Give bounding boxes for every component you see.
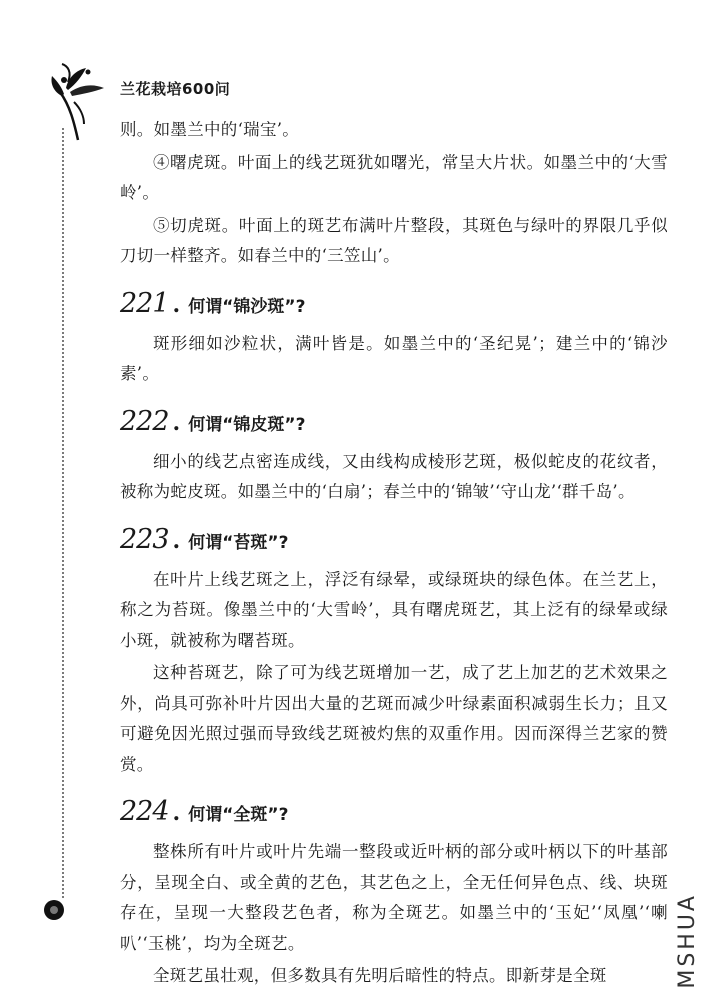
question-title: 何谓“苔斑”? — [188, 532, 289, 553]
question-number-dot: . — [172, 527, 181, 554]
header-title: 兰花栽培600问 — [120, 80, 231, 98]
question-number: 223 — [120, 523, 169, 555]
question-number-dot: . — [172, 291, 181, 318]
question-heading — [120, 796, 668, 827]
main-text — [120, 115, 668, 994]
answer-paragraph: 这种苔斑艺，除了可为线艺斑增加一艺，成了艺上加艺的艺术效果之外，尚具可弥补叶片因出大量的艺斑而减少叶绿素面积减弱生长力；且又可避免因光照过强而导致线艺斑被灼焦的双重作用。因而深得兰艺家的赞赏。 — [120, 663, 668, 774]
orchid-icon — [48, 62, 110, 142]
margin-dotted-rule — [62, 128, 64, 898]
question-heading — [120, 288, 668, 319]
running-header — [48, 62, 308, 122]
answer-paragraph: 斑形细如沙粒状，满叶皆是。如墨兰中的‘圣纪晃’；建兰中的‘锦沙素’。 — [120, 333, 668, 383]
answer-paragraph: 在叶片上线艺斑之上，浮泛有绿晕，或绿斑块的绿色体。在兰艺上，称之为苔斑。像墨兰中的‘大雪岭’，具有曙虎斑艺，其上泛有的绿晕或绿小斑，就被称为曙苔斑。 — [120, 569, 668, 650]
question-number: 221 — [120, 287, 169, 319]
intro-paragraph-1: 则。如墨兰中的‘瑞宝’。 — [120, 120, 300, 139]
intro-paragraph-3: ⑤切虎斑。叶面上的斑艺布满叶片整段，其斑色与绿叶的界限几乎似刀切一样整齐。如春兰中的‘三笠山’。 — [120, 215, 668, 265]
answer-paragraph: 细小的线艺点密连成线，又由线构成棱形艺斑，极似蛇皮的花纹者，被称为蛇皮斑。如墨兰中的‘白扇’；春兰中的‘锦皱’‘守山龙’‘群千岛’。 — [120, 451, 668, 501]
question-number: 222 — [120, 405, 169, 437]
answer-paragraph: 整株所有叶片或叶片先端一整段或近叶柄的部分或叶柄以下的叶基部分，呈现全白、或全黄的艺色，其艺色之上，全无任何异色点、线、块斑存在，呈现一大整段艺色者，称为全斑艺。如墨兰中的‘玉妃’‘凤凰’‘喇叭’‘玉桃’，均为全斑艺。 — [120, 842, 668, 953]
question-title: 何谓“锦沙斑”? — [188, 296, 306, 317]
answer-paragraph: 全斑艺虽壮观，但多数具有先明后暗性的特点。即新芽是全斑 — [153, 966, 607, 985]
question-title: 何谓“全斑”? — [188, 805, 289, 825]
page-marker-icon — [44, 900, 64, 920]
question-number-dot: . — [172, 800, 181, 826]
question-heading — [120, 524, 668, 555]
watermark: MSHUA — [675, 893, 700, 989]
question-number-dot: . — [172, 409, 181, 436]
question-title: 何谓“锦皮斑”? — [188, 414, 306, 435]
intro-paragraph-2: ④曙虎斑。叶面上的线艺斑犹如曙光，常呈大片状。如墨兰中的‘大雪岭’。 — [120, 152, 668, 202]
question-number: 224 — [120, 796, 169, 827]
question-heading — [120, 406, 668, 437]
